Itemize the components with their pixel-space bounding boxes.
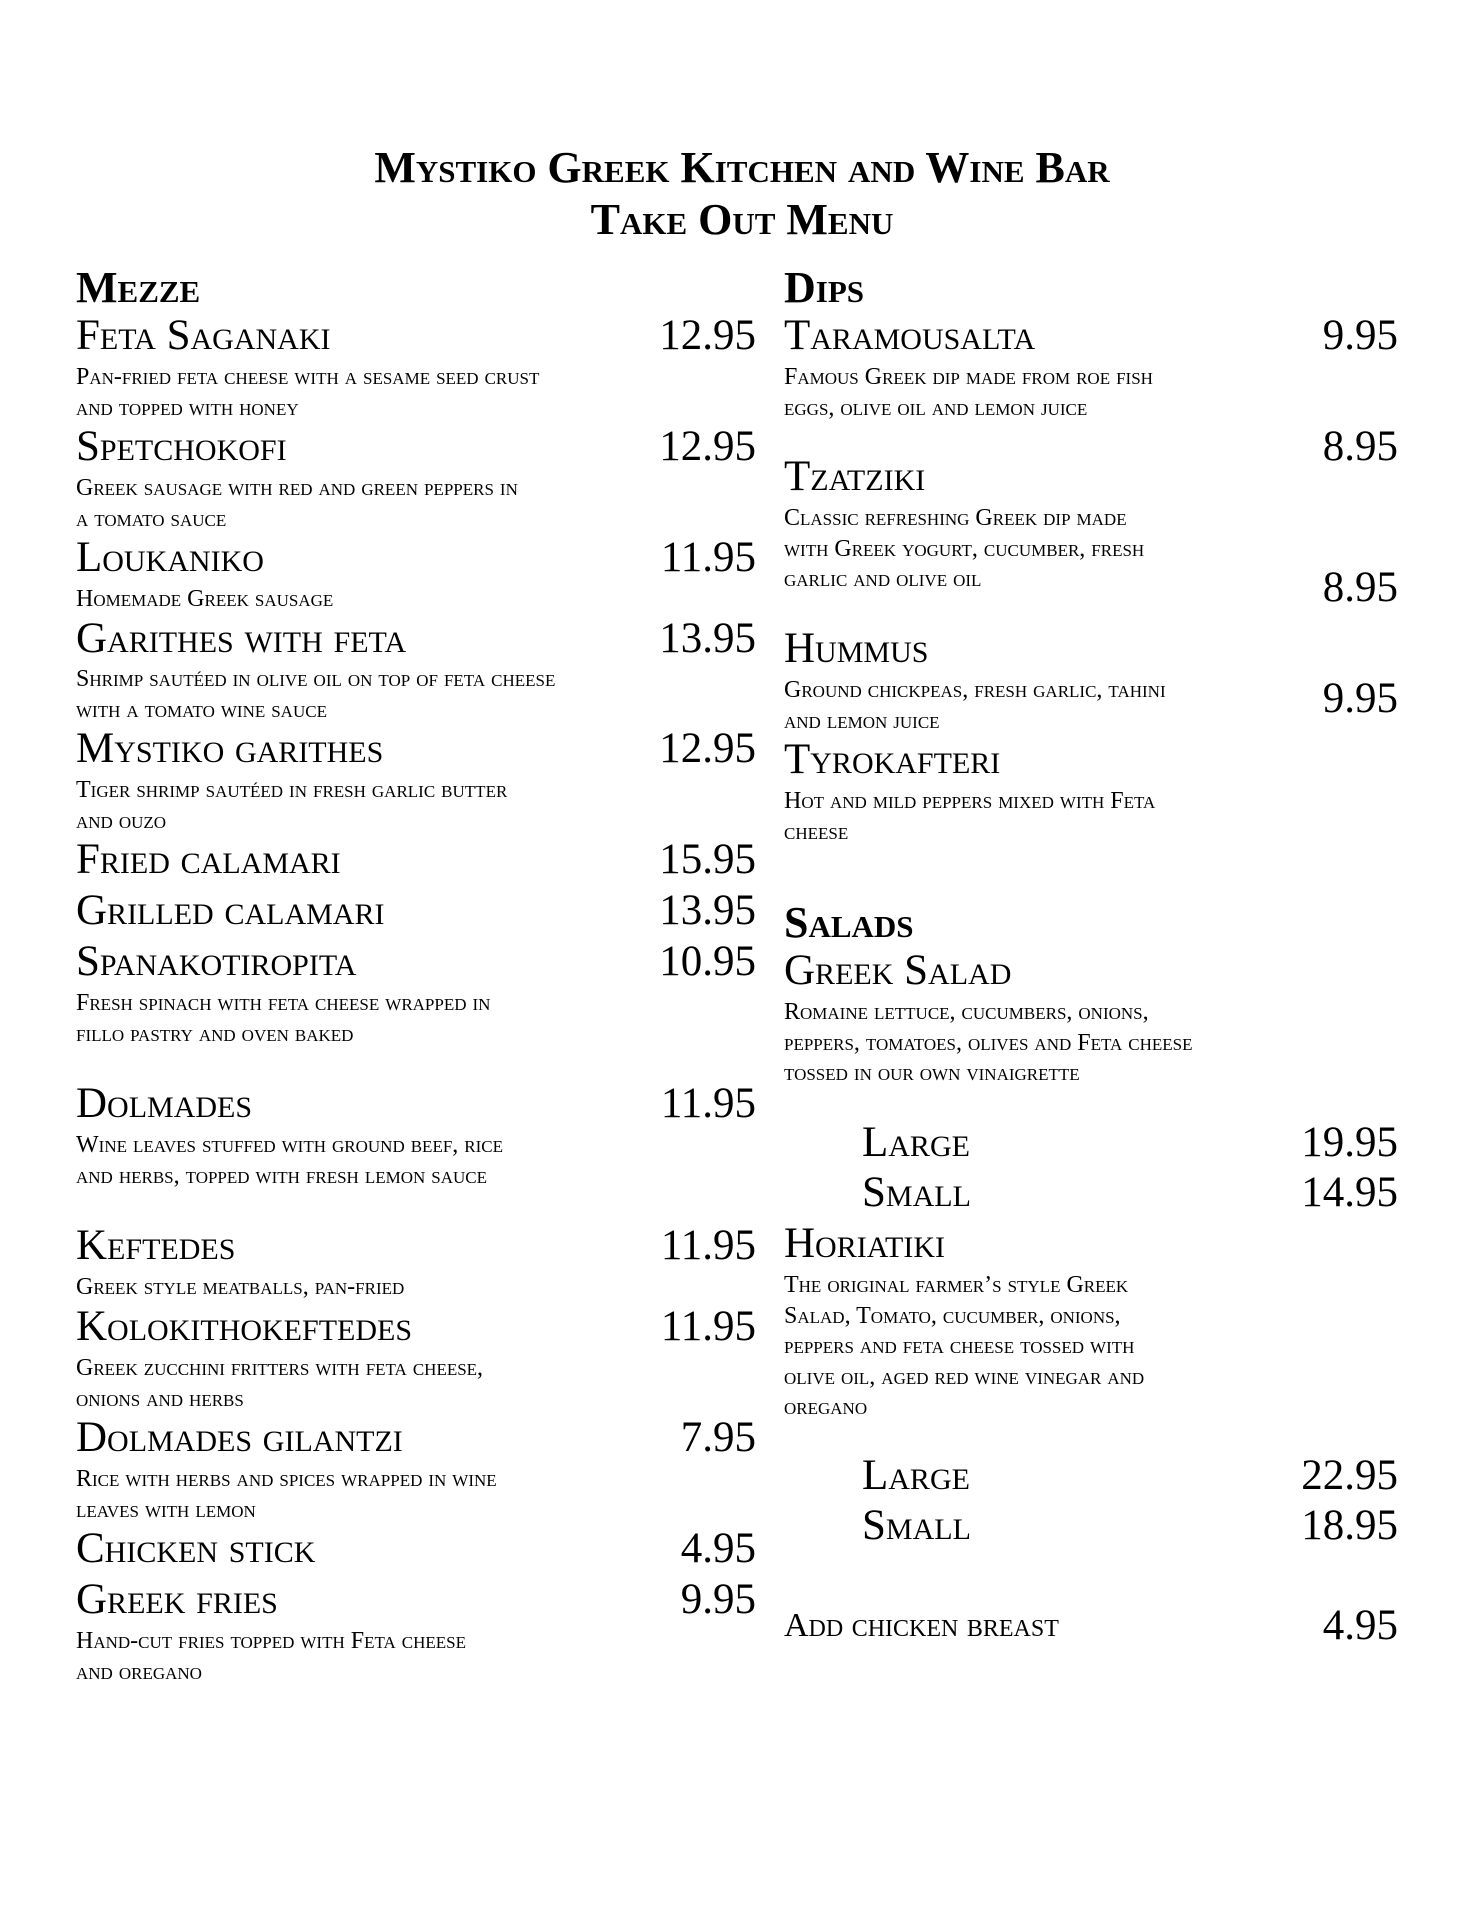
- size-price: 22.95: [1301, 1452, 1398, 1499]
- menu-item-price: 9.95: [680, 1576, 756, 1623]
- menu-item-description: Rice with herbs and spices wrapped in wine leaves with lemon: [76, 1466, 497, 1523]
- menu-item-description: Greek zucchini fritters with feta cheese, onions and herbs: [76, 1355, 484, 1412]
- menu-item-price: 11.95: [660, 1222, 756, 1269]
- menu-item-description: Greek sausage with red and green peppers in a tomato sauce: [76, 475, 518, 532]
- menu-item-price: 12.95: [659, 312, 756, 359]
- menu-item-description: Hot and mild peppers mixed with Feta cheese: [784, 788, 1156, 845]
- menu-item-description: Hand-cut fries topped with Feta cheese and oregano: [76, 1628, 466, 1685]
- menu-item-name: Tyrokafteri: [784, 736, 1001, 783]
- menu-item-description: Homemade Greek sausage: [76, 586, 334, 612]
- menu-item-description: Greek style meatballs, pan-fried: [76, 1274, 405, 1300]
- menu-item-name: Greek fries: [76, 1576, 278, 1623]
- dip-price: 8.95: [1322, 564, 1398, 611]
- menu-item-description: Shrimp sautéed in olive oil on top of feta cheese with a tomato wine sauce: [76, 666, 556, 723]
- menu-item-price: 11.95: [660, 534, 756, 581]
- menu-item-name: Feta Saganaki: [76, 312, 331, 359]
- menu-item-name: Grilled calamari: [76, 887, 385, 934]
- menu-item-name: Tzatziki: [784, 453, 926, 500]
- menu-item-price: 4.95: [680, 1525, 756, 1572]
- size-label: Small: [862, 1169, 971, 1216]
- addon-name: Add chicken breast: [784, 1607, 1059, 1644]
- menu-item-name: Fried calamari: [76, 836, 341, 883]
- menu-item-name: Greek Salad: [784, 947, 1012, 994]
- menu-subtitle: Take Out Menu: [590, 195, 894, 244]
- size-price: 18.95: [1301, 1502, 1398, 1549]
- menu-item-name: Loukaniko: [76, 534, 264, 581]
- size-label: Small: [862, 1502, 971, 1549]
- menu-item-price: 11.95: [660, 1303, 756, 1350]
- size-label: Large: [862, 1119, 970, 1166]
- menu-title: Mystiko Greek Kitchen and Wine Bar: [374, 143, 1110, 192]
- menu-item-description: Romaine lettuce, cucumbers, onions, peppers, tomatoes, olives and Feta cheese tossed in our own vinaigrette: [784, 999, 1193, 1086]
- menu-item-description: Classic refreshing Greek dip made with Greek yogurt, cucumber, fresh garlic and olive oil: [784, 505, 1145, 592]
- menu-item-name: Hummus: [784, 625, 929, 672]
- menu-item-name: Horiatiki: [784, 1220, 946, 1267]
- menu-item-description: Pan-fried feta cheese with a sesame seed crust and topped with honey: [76, 364, 540, 421]
- salads-heading: Salads: [784, 898, 914, 947]
- menu-item-description: The original farmer’s style Greek Salad, Tomato, cucumber, onions, peppers and feta cheese tossed with olive oil, aged red wine vinegar and oregano: [784, 1272, 1145, 1420]
- size-price: 19.95: [1301, 1119, 1398, 1166]
- menu-item-name: Dolmades: [76, 1080, 253, 1127]
- mezze-heading: Mezze: [76, 263, 201, 312]
- menu-item-name: Taramousalta: [784, 312, 1036, 359]
- menu-item-name: Keftedes: [76, 1222, 236, 1269]
- dip-price: 8.95: [1322, 423, 1398, 470]
- menu-item-description: Tiger shrimp sautéed in fresh garlic butter and ouzo: [76, 777, 508, 834]
- menu-item-price: 12.95: [659, 423, 756, 470]
- menu-item-price: 11.95: [660, 1080, 756, 1127]
- menu-item-name: Spanakotiropita: [76, 938, 357, 985]
- menu-item-description: Famous Greek dip made from roe fish eggs, olive oil and lemon juice: [784, 364, 1153, 421]
- menu-item-description: Ground chickpeas, fresh garlic, tahini and lemon juice: [784, 677, 1166, 734]
- menu-item-name: Kolokithokeftedes: [76, 1303, 413, 1350]
- menu-item-name: Mystiko garithes: [76, 725, 384, 772]
- addon-price: 4.95: [1322, 1602, 1398, 1649]
- menu-item-price: 7.95: [680, 1414, 756, 1461]
- menu-item-description: Fresh spinach with feta cheese wrapped in fillo pastry and oven baked: [76, 990, 491, 1047]
- menu-item-name: Spetchokofi: [76, 423, 287, 470]
- menu-item-price: 15.95: [659, 836, 756, 883]
- dip-price: 9.95: [1322, 312, 1398, 359]
- size-price: 14.95: [1301, 1169, 1398, 1216]
- dips-heading: Dips: [784, 263, 865, 312]
- menu-item-price: 13.95: [659, 887, 756, 934]
- size-label: Large: [862, 1452, 970, 1499]
- menu-item-description: Wine leaves stuffed with ground beef, rice and herbs, topped with fresh lemon sauce: [76, 1132, 504, 1189]
- menu-item-name: Garithes with feta: [76, 615, 407, 662]
- menu-item-price: 10.95: [659, 938, 756, 985]
- menu-item-price: 12.95: [659, 725, 756, 772]
- menu-item-price: 13.95: [659, 615, 756, 662]
- dip-price: 9.95: [1322, 675, 1398, 722]
- menu-item-name: Chicken stick: [76, 1525, 316, 1572]
- menu-item-name: Dolmades gilantzi: [76, 1414, 403, 1461]
